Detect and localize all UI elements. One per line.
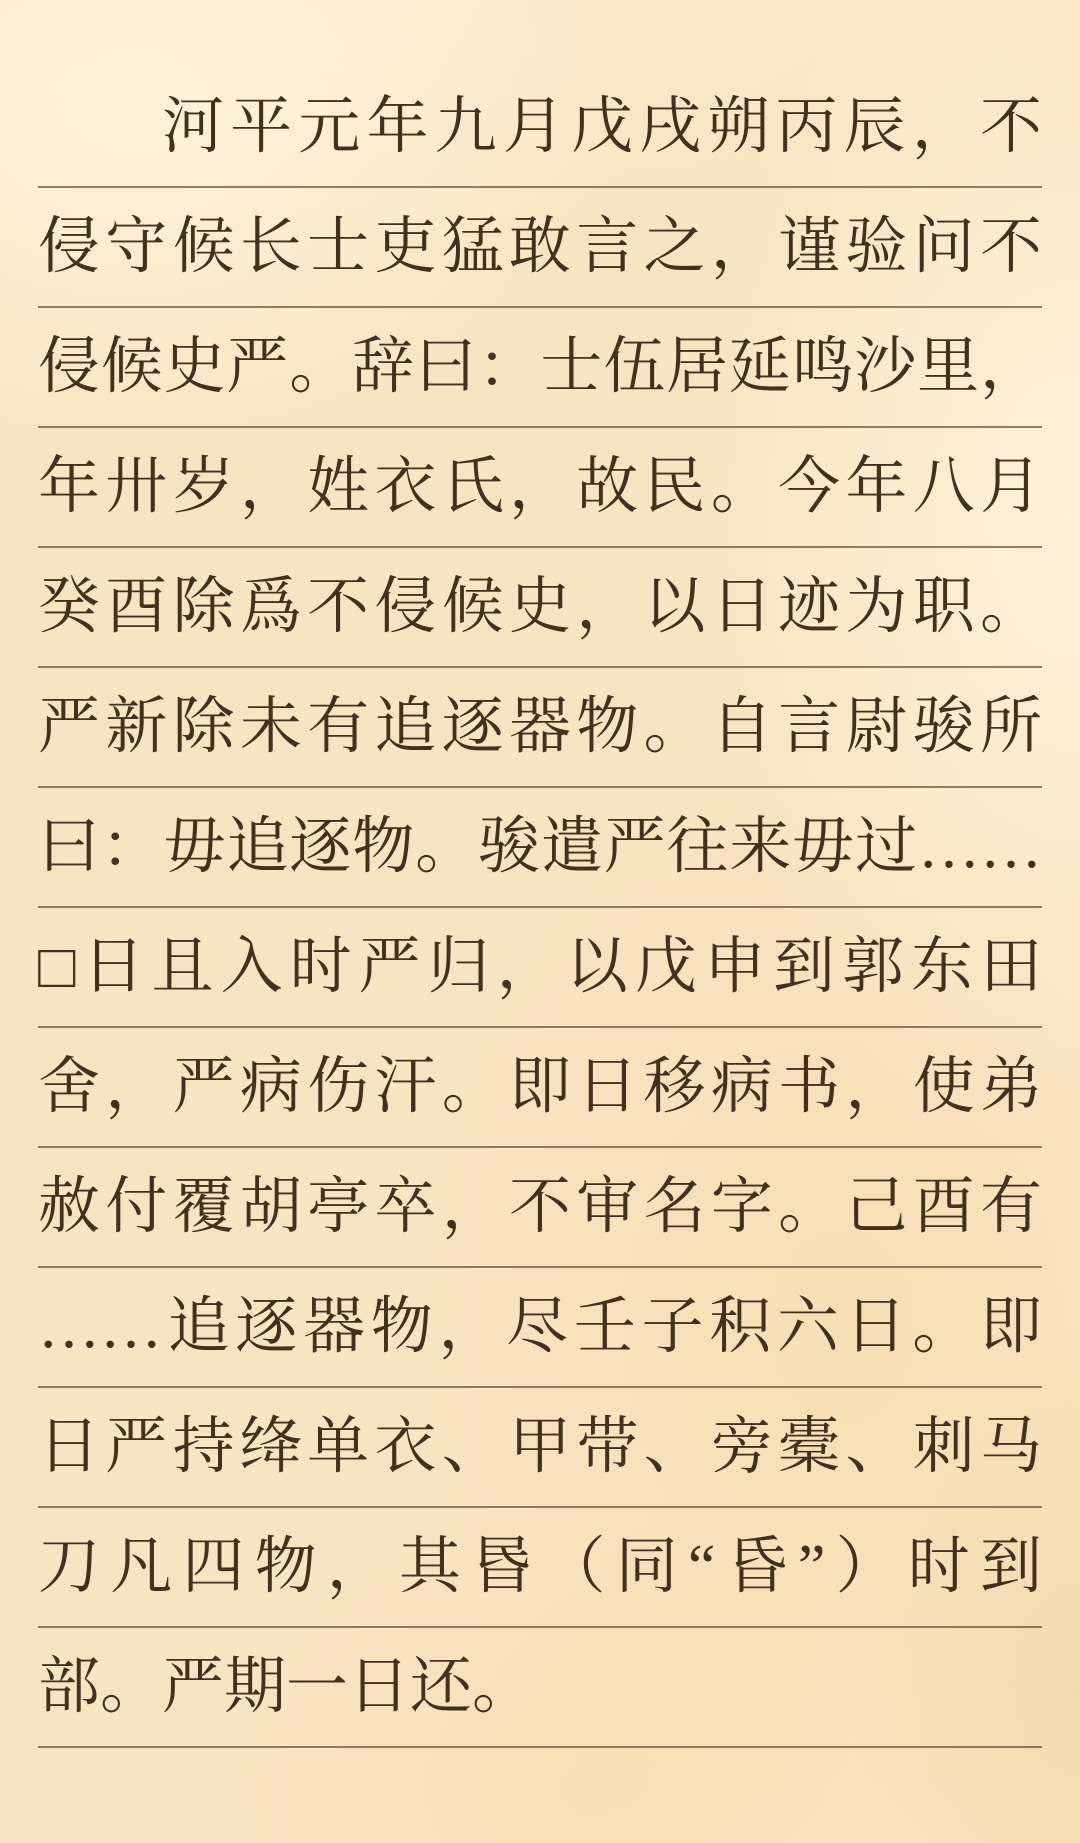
text-line	[38, 1028, 1042, 1148]
text-line	[38, 188, 1042, 308]
text-line	[38, 668, 1042, 788]
text-line	[38, 68, 1042, 188]
text-line	[38, 908, 1042, 1028]
line-text: 舍，严病伤汗。即日移病书，使弟	[38, 1053, 1042, 1121]
line-text: 侵候史严。辞曰：士伍居延鸣沙里，	[38, 333, 1042, 401]
line-text: □日且入时严归，以戊申到郭东田	[38, 933, 1042, 1001]
text-line	[38, 1388, 1042, 1508]
line-text: 严新除未有追逐器物。自言尉骏所	[38, 693, 1042, 761]
text-line	[38, 1268, 1042, 1388]
line-text: 刀凡四物，其昬（同“昏”）时到	[38, 1533, 1042, 1601]
line-text: 日严持绛单衣、甲带、旁橐、刺马	[38, 1413, 1042, 1481]
line-text: 癸酉除爲不侵候史，以日迹为职。	[38, 573, 1042, 641]
line-text: 赦付覆胡亭卒，不审名字。己酉有	[38, 1173, 1042, 1241]
line-text: 曰：毋追逐物。骏遣严往来毋过……	[38, 813, 1042, 881]
line-text: 河平元年九月戊戌朔丙辰，不	[162, 93, 1042, 161]
line-text: 年卅岁，姓衣氏，故民。今年八月	[38, 453, 1042, 521]
text-line	[38, 428, 1042, 548]
line-text: 侵守候长士吏猛敢言之，谨验问不	[38, 213, 1042, 281]
text-line	[38, 1508, 1042, 1628]
text-line	[38, 308, 1042, 428]
text-line	[38, 1148, 1042, 1268]
text-line	[38, 548, 1042, 668]
line-text: ……追逐器物，尽壬子积六日。即	[38, 1293, 1042, 1361]
text-line	[38, 1628, 1042, 1748]
text-line	[38, 788, 1042, 908]
line-text: 部。严期一日还。	[38, 1653, 535, 1721]
